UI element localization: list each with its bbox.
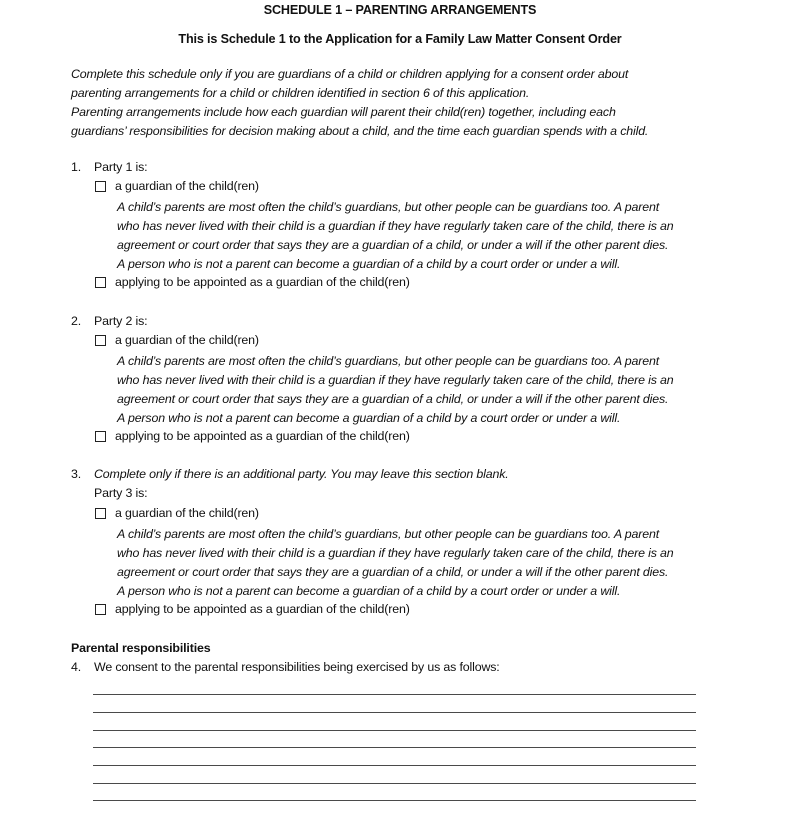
intro-line: Parenting arrangements include how each guardian will parent their child(ren) together, including each <box>71 105 616 119</box>
party-1-applying-checkbox[interactable] <box>95 277 106 288</box>
question-2-label: Party 2 is: <box>94 314 148 328</box>
answer-line-1[interactable] <box>93 694 696 695</box>
note-line: agreement or court order that says they are a guardian of a child, or under a will if the other parent dies. <box>117 238 669 252</box>
party-2-guardian-checkbox[interactable] <box>95 335 106 346</box>
party-1-guardian-checkbox[interactable] <box>95 181 106 192</box>
party-1-applying-option[interactable] <box>95 275 410 289</box>
answer-line-2[interactable] <box>93 712 696 713</box>
party-3-guardian-checkbox[interactable] <box>95 508 106 519</box>
note-line: A child’s parents are most often the child’s guardians, but other people can be guardians too. A parent <box>117 200 660 214</box>
answer-line-4[interactable] <box>93 747 696 748</box>
answer-line-7[interactable] <box>93 800 696 801</box>
question-4-number: 4. <box>71 660 82 674</box>
option-label: applying to be appointed as a guardian of the child(ren) <box>115 275 410 289</box>
party-2-guardian-option[interactable] <box>95 333 259 347</box>
note-line: who has never lived with their child is a guardian if they have regularly taken care of the child, there is an <box>117 373 674 387</box>
option-label: a guardian of the child(ren) <box>115 333 259 347</box>
party-3-applying-checkbox[interactable] <box>95 604 106 615</box>
option-label: a guardian of the child(ren) <box>115 179 259 193</box>
question-3-number: 3. <box>71 467 82 481</box>
party-1-guardian-note <box>117 198 674 274</box>
question-4-label: We consent to the parental responsibilities being exercised by us as follows: <box>94 660 500 674</box>
intro-instructions <box>71 65 751 141</box>
question-3-label: Party 3 is: <box>94 486 148 500</box>
note-line: A person who is not a parent can become a guardian of a child by a court order or under a will. <box>117 584 621 598</box>
party-3-applying-option[interactable] <box>95 602 410 616</box>
schedule-subtitle: This is Schedule 1 to the Application for a Family Law Matter Consent Order <box>178 32 622 46</box>
intro-line: Complete this schedule only if you are guardians of a child or children applying for a consent order about <box>71 67 629 81</box>
note-line: A person who is not a parent can become a guardian of a child by a court order or under a will. <box>117 257 621 271</box>
note-line: A child’s parents are most often the child’s guardians, but other people can be guardians too. A parent <box>117 527 660 541</box>
option-label: applying to be appointed as a guardian of the child(ren) <box>115 429 410 443</box>
party-3-guardian-note <box>117 525 674 601</box>
note-line: A child’s parents are most often the child’s guardians, but other people can be guardians too. A parent <box>117 354 660 368</box>
question-1-number: 1. <box>71 160 82 174</box>
note-line: agreement or court order that says they are a guardian of a child, or under a will if the other parent dies. <box>117 565 669 579</box>
party-2-guardian-note <box>117 352 674 428</box>
answer-line-5[interactable] <box>93 765 696 766</box>
note-line: who has never lived with their child is a guardian if they have regularly taken care of the child, there is an <box>117 546 674 560</box>
option-label: applying to be appointed as a guardian of the child(ren) <box>115 602 410 616</box>
schedule-title: SCHEDULE 1 – PARENTING ARRANGEMENTS <box>263 3 537 17</box>
party-2-applying-checkbox[interactable] <box>95 431 106 442</box>
note-line: A person who is not a parent can become a guardian of a child by a court order or under a will. <box>117 411 621 425</box>
question-2-number: 2. <box>71 314 82 328</box>
party-2-applying-option[interactable] <box>95 429 410 443</box>
question-3-instruction: Complete only if there is an additional party. You may leave this section blank. <box>94 467 509 481</box>
party-1-guardian-option[interactable] <box>95 179 259 193</box>
option-label: a guardian of the child(ren) <box>115 506 259 520</box>
question-1-label: Party 1 is: <box>94 160 148 174</box>
parental-responsibilities-heading: Parental responsibilities <box>71 641 211 655</box>
answer-line-3[interactable] <box>93 730 696 731</box>
intro-line: parenting arrangements for a child or children identified in section 6 of this application. <box>71 86 530 100</box>
note-line: agreement or court order that says they are a guardian of a child, or under a will if the other parent dies. <box>117 392 669 406</box>
note-line: who has never lived with their child is a guardian if they have regularly taken care of the child, there is an <box>117 219 674 233</box>
intro-line: guardians’ responsibilities for decision making about a child, and the time each guardian spends with a child. <box>71 124 649 138</box>
answer-line-6[interactable] <box>93 783 696 784</box>
party-3-guardian-option[interactable] <box>95 506 259 520</box>
